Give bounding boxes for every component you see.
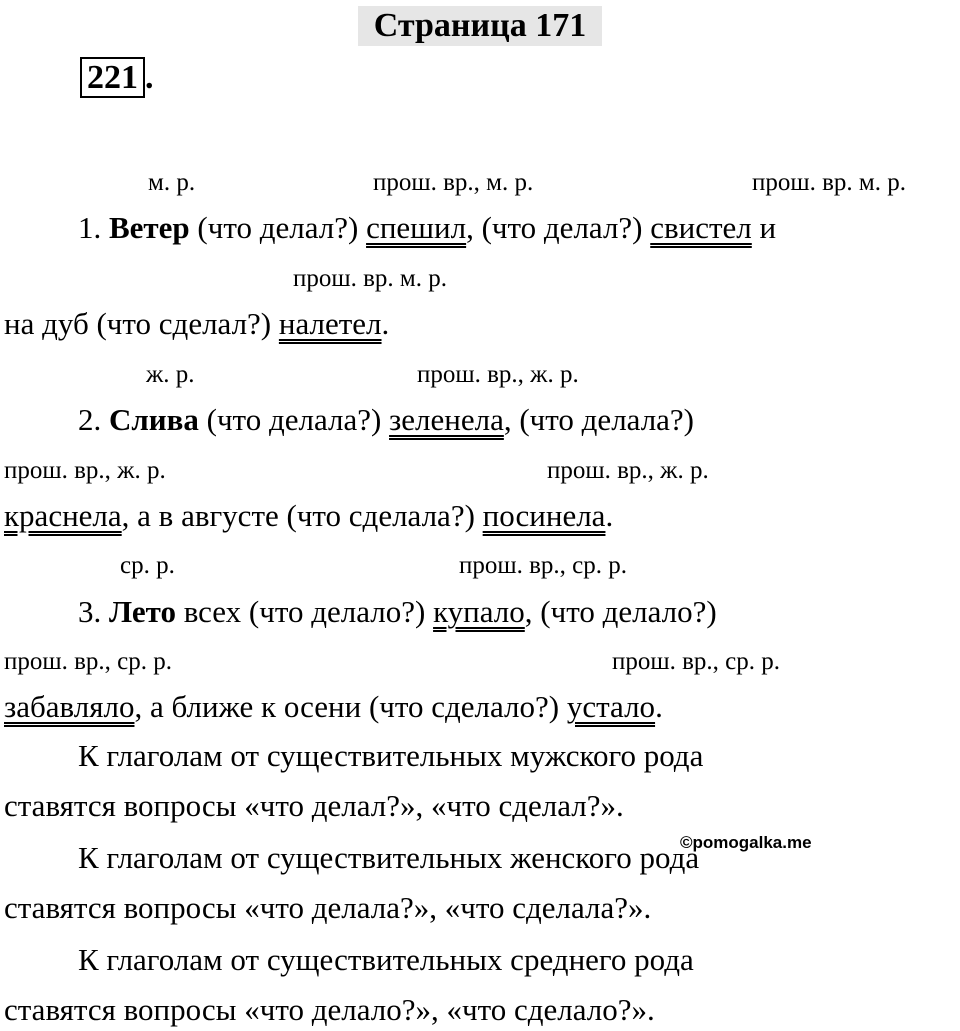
predicate-verb: купало: [433, 594, 525, 629]
page-title: Страница 171: [358, 6, 602, 46]
predicate-verb: забавляло: [4, 689, 135, 724]
question-text: на дуб (что сделал?): [4, 306, 279, 341]
question-text: (что делала?): [198, 402, 390, 437]
predicate-verb: налетел: [278, 306, 382, 341]
sentence-end: .: [605, 498, 614, 533]
subject-word: Лето: [109, 594, 176, 629]
predicate-verb: устало: [566, 689, 656, 724]
task-number: [80, 58, 154, 98]
annotation-verb-3-1: прош. вр., ср. р.: [459, 552, 628, 579]
annotation-verb-1-3: прош. вр. м. р.: [293, 265, 448, 292]
predicate-verb: посинела: [482, 498, 606, 533]
task-number-dot: .: [145, 59, 154, 96]
question-text: , а в августе (что сделала?): [121, 498, 483, 533]
annotation-subject-3: ср. р.: [120, 552, 175, 579]
annotation-verb-3-2: прош. вр., ср. р.: [4, 648, 173, 675]
sentence-1-line-2: [4, 304, 389, 344]
watermark: ©pomogalka.me: [680, 833, 812, 852]
conclusion-masculine-line-2: ставятся вопросы «что делал?», «что сделал?».: [4, 788, 624, 823]
conclusion-feminine-line-2: ставятся вопросы «что делала?», «что сделала?».: [4, 890, 652, 925]
question-text: , а ближе к осени (что сделало?): [134, 689, 567, 724]
question-text: , (что делала?): [503, 402, 695, 437]
conclusion-feminine-line-1: К глаголам от существительных женского рода: [78, 840, 700, 875]
sentence-3-line-1: [78, 592, 717, 632]
predicate-verb: спешил: [366, 210, 467, 245]
sentence-end: .: [655, 689, 663, 724]
sentence-2-line-1: [78, 400, 694, 440]
annotation-verb-1-2: прош. вр. м. р.: [752, 169, 907, 196]
annotation-verb-3-3: прош. вр., ср. р.: [612, 648, 781, 675]
annotation-verb-1-1: прош. вр., м. р.: [373, 169, 534, 196]
predicate-verb: краснела: [4, 498, 122, 533]
sentence-number: 2.: [78, 402, 109, 437]
conclusion-neuter-line-1: К глаголам от существительных среднего рода: [78, 942, 694, 977]
question-text: , (что делало?): [524, 594, 717, 629]
annotation-subject-2: ж. р.: [146, 361, 195, 388]
subject-word: Слива: [109, 402, 199, 437]
sentence-number: 3.: [78, 594, 109, 629]
annotation-subject-1: м. р.: [148, 169, 196, 196]
sentence-1-line-1: [78, 208, 776, 248]
annotation-verb-2-2: прош. вр., ж. р.: [4, 457, 166, 484]
task-number-box: 221: [80, 57, 145, 98]
sentence-end: .: [381, 306, 390, 341]
annotation-verb-2-1: прош. вр., ж. р.: [417, 361, 579, 388]
conclusion-neuter-line-2: ставятся вопросы «что делало?», «что сделало?».: [4, 992, 655, 1027]
question-text: всех (что делало?): [175, 594, 434, 629]
question-text: (что делал?): [189, 210, 367, 245]
sentence-2-line-2: [4, 496, 613, 536]
predicate-verb: свистел: [650, 210, 752, 245]
connector-text: и: [751, 210, 777, 245]
subject-word: Ветер: [109, 210, 190, 245]
conclusion-masculine-line-1: К глаголам от существительных мужского рода: [78, 738, 704, 773]
predicate-verb: зеленела: [389, 402, 504, 437]
annotation-verb-2-3: прош. вр., ж. р.: [547, 457, 709, 484]
sentence-3-line-2: [4, 687, 663, 727]
question-text: , (что делал?): [466, 210, 651, 245]
sentence-number: 1.: [78, 210, 109, 245]
